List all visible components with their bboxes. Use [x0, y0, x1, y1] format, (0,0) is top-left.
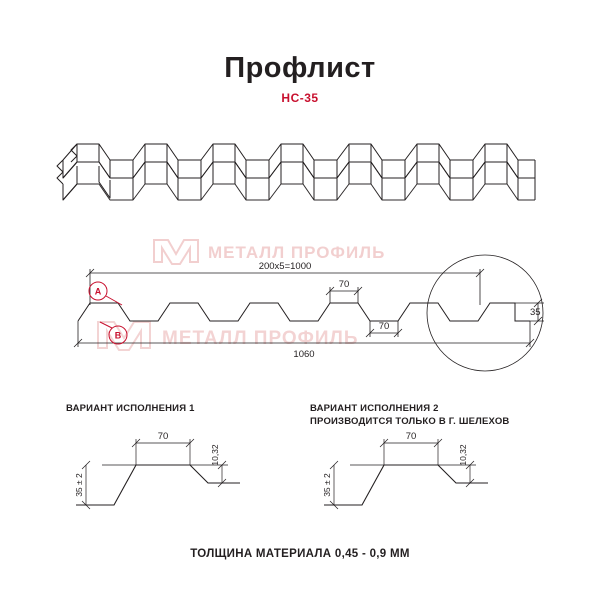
v1-dim-width: 70	[157, 431, 169, 442]
v1-dim-height: 35 ± 2	[74, 473, 84, 497]
variant-2-label: ВАРИАНТ ИСПОЛНЕНИЯ 2	[310, 403, 439, 414]
dim-bottom: 1060	[293, 349, 315, 360]
variant-2-detail	[310, 425, 500, 520]
page-title: Профлист	[224, 52, 376, 84]
balloon-b-label: В	[114, 330, 122, 341]
variant-2-sublabel: ПРОИЗВОДИТСЯ ТОЛЬКО В Г. ШЕЛЕХОВ	[310, 416, 510, 427]
balloon-a-label: А	[94, 286, 102, 297]
model-subtitle: НС-35	[281, 91, 319, 105]
variant-1-detail	[62, 425, 252, 520]
dim-rib-upper: 70	[338, 279, 350, 290]
svg-text:МЕТАЛЛ ПРОФИЛЬ: МЕТАЛЛ ПРОФИЛЬ	[208, 243, 386, 262]
dim-height: 35	[530, 307, 541, 318]
dim-rib-lower: 70	[378, 321, 390, 332]
dim-top: 200x5=1000	[258, 261, 312, 272]
v2-dim-height: 35 ± 2	[322, 473, 332, 497]
v2-dim-thickness: 10,32	[458, 444, 468, 466]
variant-1-label: ВАРИАНТ ИСПОЛНЕНИЯ 1	[66, 403, 195, 414]
svg-text:МЕТАЛЛ ПРОФИЛЬ: МЕТАЛЛ ПРОФИЛЬ	[162, 328, 359, 349]
profile-cross-section	[60, 243, 550, 378]
v2-dim-width: 70	[405, 431, 417, 442]
sheet-3d-illustration	[55, 120, 545, 225]
v1-dim-thickness: 10,32	[210, 444, 220, 466]
footer-thickness-note: ТОЛЩИНА МАТЕРИАЛА 0,45 - 0,9 ММ	[190, 548, 410, 560]
